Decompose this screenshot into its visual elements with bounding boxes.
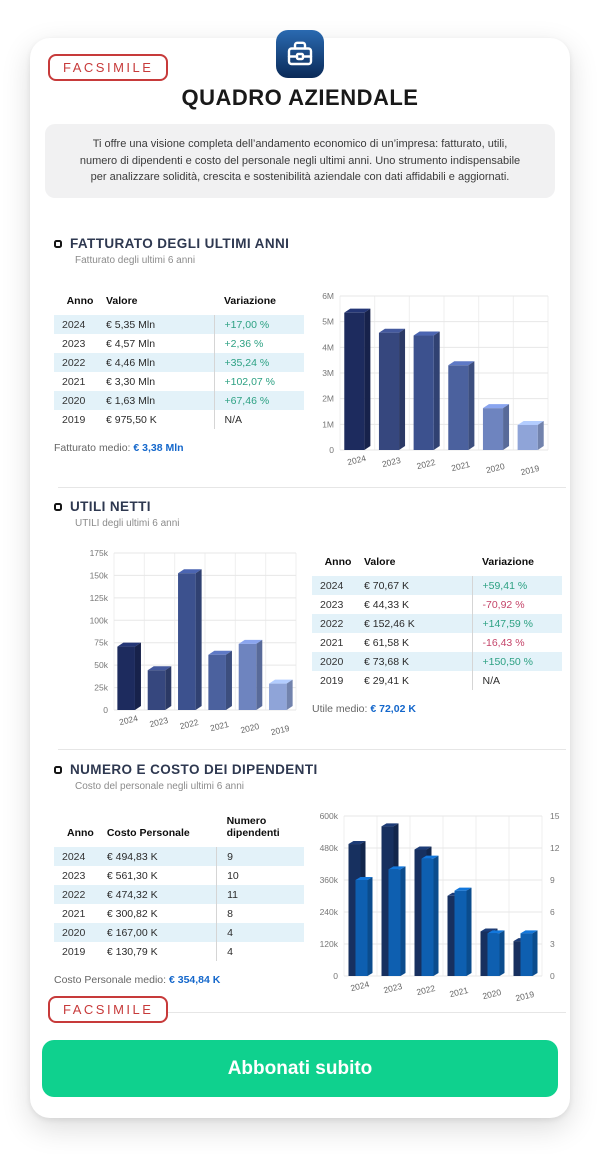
svg-text:480k: 480k — [319, 843, 338, 853]
svg-text:120k: 120k — [319, 939, 338, 949]
section-title: FATTURATO DEGLI ULTIMI ANNI — [70, 236, 290, 251]
svg-text:2023: 2023 — [382, 980, 404, 996]
fatturato-table — [54, 292, 304, 454]
subscribe-button[interactable]: Abbonati subito — [42, 1040, 558, 1097]
average-value: € 3,38 Mln — [133, 442, 184, 454]
table-row — [312, 595, 562, 614]
divider — [58, 487, 566, 488]
table-cell: 4 — [217, 923, 304, 942]
section-subtitle: Costo del personale negli ultimi 6 anni — [75, 781, 244, 792]
table-cell: € 494,83 K — [106, 850, 158, 863]
column-header: Anno — [324, 556, 352, 568]
table-cell: 2020 — [62, 394, 86, 407]
table-cell: € 61,58 K — [364, 636, 409, 649]
table-cell: 2021 — [62, 375, 86, 388]
svg-text:3: 3 — [550, 939, 555, 949]
svg-text:2024: 2024 — [118, 712, 139, 728]
divider — [58, 749, 566, 750]
average-label: Utile medio: — [312, 703, 368, 715]
table-cell: € 3,30 Mln — [106, 375, 156, 388]
svg-text:0: 0 — [103, 705, 108, 715]
svg-text:2022: 2022 — [415, 982, 437, 998]
svg-text:2020: 2020 — [239, 720, 261, 736]
table-row — [54, 334, 304, 353]
table-cell: € 4,57 Mln — [106, 337, 156, 350]
column-header: Variazione — [224, 295, 276, 307]
average-label: Fatturato medio: — [54, 442, 131, 454]
table-cell: N/A — [472, 671, 562, 690]
table-cell: € 975,50 K — [106, 413, 157, 426]
table-row — [54, 942, 304, 961]
table-cell: 2024 — [62, 318, 86, 331]
table-cell: 8 — [217, 904, 304, 923]
utili-bar-chart — [80, 541, 306, 746]
svg-text:5M: 5M — [322, 316, 334, 327]
svg-text:2020: 2020 — [484, 460, 506, 476]
section-dipendenti — [54, 762, 564, 1012]
table-cell: € 130,79 K — [106, 945, 158, 958]
table-cell: 2023 — [62, 337, 86, 350]
square-bullet-icon — [54, 240, 62, 248]
table-cell: 2024 — [62, 850, 86, 863]
section-subtitle: UTILI degli ultimi 6 anni — [75, 518, 180, 529]
svg-text:0: 0 — [329, 445, 334, 455]
table-cell: € 5,35 Mln — [106, 318, 156, 331]
table-cell: 2019 — [62, 945, 86, 958]
svg-text:25k: 25k — [94, 682, 108, 693]
table-row — [54, 391, 304, 410]
svg-text:240k: 240k — [319, 907, 338, 917]
table-cell: € 4,46 Mln — [106, 356, 156, 369]
table-row — [54, 885, 304, 904]
table-cell: +150,50 % — [472, 652, 562, 671]
section-fatturato — [54, 236, 564, 484]
table-cell: 9 — [217, 847, 304, 866]
table-cell: 2022 — [320, 617, 344, 630]
table-row — [312, 652, 562, 671]
square-bullet-icon — [54, 503, 62, 511]
table-cell: 2020 — [320, 655, 344, 668]
svg-text:600k: 600k — [319, 811, 338, 821]
table-cell: 2024 — [320, 579, 344, 592]
table-cell: € 474,32 K — [106, 888, 158, 901]
table-cell: 4 — [217, 942, 304, 961]
table-cell: 2019 — [62, 413, 86, 426]
svg-text:15: 15 — [550, 811, 560, 821]
svg-text:360k: 360k — [319, 875, 338, 885]
svg-text:0: 0 — [333, 971, 338, 981]
page-title: QUADRO AZIENDALE — [181, 85, 419, 110]
table-row — [312, 633, 562, 652]
svg-text:2019: 2019 — [519, 462, 541, 478]
table-row — [54, 847, 304, 866]
table-cell: 2022 — [62, 356, 86, 369]
description-box: Ti offre una visione completa dell’andamento economico di un’impresa: fatturato, utili, numero di dipendenti e costo del personale negli ultimi anni. Uno strumento indispensabile per analizzare solidità, crescita e sostenibilità aziendale con dati affidabili e aggiornati. — [45, 124, 555, 198]
table-cell: € 152,46 K — [364, 617, 415, 630]
svg-text:2024: 2024 — [349, 978, 371, 994]
svg-text:2022: 2022 — [415, 456, 437, 472]
section-header — [54, 236, 564, 251]
table-cell: 2021 — [62, 907, 86, 920]
column-header: Valore — [364, 556, 396, 568]
average-value: € 354,84 K — [168, 974, 221, 986]
svg-text:2019: 2019 — [269, 722, 291, 738]
table-cell: -16,43 % — [472, 633, 562, 652]
table-row — [312, 576, 562, 595]
svg-text:2020: 2020 — [481, 986, 503, 1002]
table-cell: -70,92 % — [472, 595, 562, 614]
svg-text:2022: 2022 — [178, 716, 200, 732]
svg-text:1M: 1M — [322, 419, 334, 430]
column-header: Variazione — [482, 556, 534, 568]
table-cell: € 300,82 K — [106, 907, 158, 920]
svg-text:75k: 75k — [94, 637, 108, 648]
section-title: NUMERO E COSTO DEI DIPENDENTI — [70, 762, 318, 777]
table-row — [54, 372, 304, 391]
table-cell: +102,07 % — [214, 372, 304, 391]
table-cell: +147,59 % — [472, 614, 562, 633]
table-row — [54, 353, 304, 372]
fatturato-bar-chart — [310, 282, 562, 484]
svg-text:2023: 2023 — [380, 454, 402, 470]
svg-text:2021: 2021 — [448, 984, 470, 1000]
utili-table — [312, 553, 562, 715]
svg-text:150k: 150k — [89, 570, 108, 581]
svg-text:6M: 6M — [322, 291, 334, 301]
table-cell: € 29,41 K — [364, 674, 409, 687]
section-header — [54, 499, 564, 514]
table-cell: € 44,33 K — [364, 598, 409, 611]
dipendenti-bar-chart — [308, 800, 564, 1012]
section-utili — [54, 499, 564, 746]
svg-text:2023: 2023 — [148, 714, 170, 730]
table-cell: € 167,00 K — [106, 926, 158, 939]
table-cell: +35,24 % — [214, 353, 304, 372]
svg-text:2021: 2021 — [450, 458, 471, 474]
svg-text:125k: 125k — [89, 592, 108, 603]
briefcase-icon — [276, 30, 324, 78]
table-row — [54, 923, 304, 942]
facsimile-badge-bottom: FACSIMILE — [48, 996, 168, 1023]
square-bullet-icon — [54, 766, 62, 774]
svg-text:6: 6 — [550, 907, 555, 917]
fatturato-average — [54, 442, 304, 454]
table-row — [54, 904, 304, 923]
table-cell: 2019 — [320, 674, 344, 687]
average-value: € 72,02 K — [370, 703, 416, 715]
table-cell: 2022 — [62, 888, 86, 901]
svg-text:12: 12 — [550, 843, 560, 853]
svg-text:2M: 2M — [322, 393, 334, 404]
column-header: Anno — [66, 295, 94, 307]
column-header: Anno — [67, 827, 94, 839]
table-cell: € 73,68 K — [364, 655, 409, 668]
dipendenti-table — [54, 812, 304, 986]
section-title: UTILI NETTI — [70, 499, 151, 514]
table-cell: +59,41 % — [472, 576, 562, 595]
table-cell: € 70,67 K — [364, 579, 409, 592]
table-cell: 2021 — [320, 636, 344, 649]
svg-text:50k: 50k — [94, 660, 108, 671]
svg-text:9: 9 — [550, 875, 555, 885]
svg-text:3M: 3M — [322, 368, 334, 378]
table-cell: 2023 — [62, 869, 86, 882]
svg-text:2024: 2024 — [346, 452, 367, 468]
table-cell: N/A — [214, 410, 304, 429]
column-header: Valore — [106, 295, 138, 307]
table-cell: 10 — [217, 866, 304, 885]
table-cell: 11 — [217, 885, 304, 904]
utili-average — [312, 703, 562, 715]
report-card — [30, 38, 570, 1118]
table-cell: € 1,63 Mln — [106, 394, 156, 407]
section-header — [54, 762, 564, 777]
column-header: Numero dipendenti — [226, 815, 280, 839]
svg-text:100k: 100k — [89, 615, 108, 626]
table-row — [54, 315, 304, 334]
svg-text:4M: 4M — [322, 342, 334, 353]
table-cell: € 561,30 K — [106, 869, 158, 882]
table-cell: 2020 — [62, 926, 86, 939]
table-cell: +17,00 % — [214, 315, 304, 334]
table-row — [312, 614, 562, 633]
section-subtitle: Fatturato degli ultimi 6 anni — [75, 255, 196, 266]
table-cell: +2,36 % — [214, 334, 304, 353]
table-row — [54, 866, 304, 885]
average-label: Costo Personale medio: — [54, 974, 167, 986]
svg-text:2019: 2019 — [514, 988, 536, 1004]
table-cell: 2023 — [320, 598, 344, 611]
svg-text:175k: 175k — [89, 548, 108, 558]
svg-text:2021: 2021 — [209, 718, 230, 734]
table-row — [54, 410, 304, 429]
costo-average — [54, 974, 304, 986]
table-row — [312, 671, 562, 690]
facsimile-badge-top: FACSIMILE — [48, 54, 168, 81]
column-header: Costo Personale — [106, 827, 190, 839]
table-cell: +67,46 % — [214, 391, 304, 410]
svg-text:0: 0 — [550, 971, 555, 981]
